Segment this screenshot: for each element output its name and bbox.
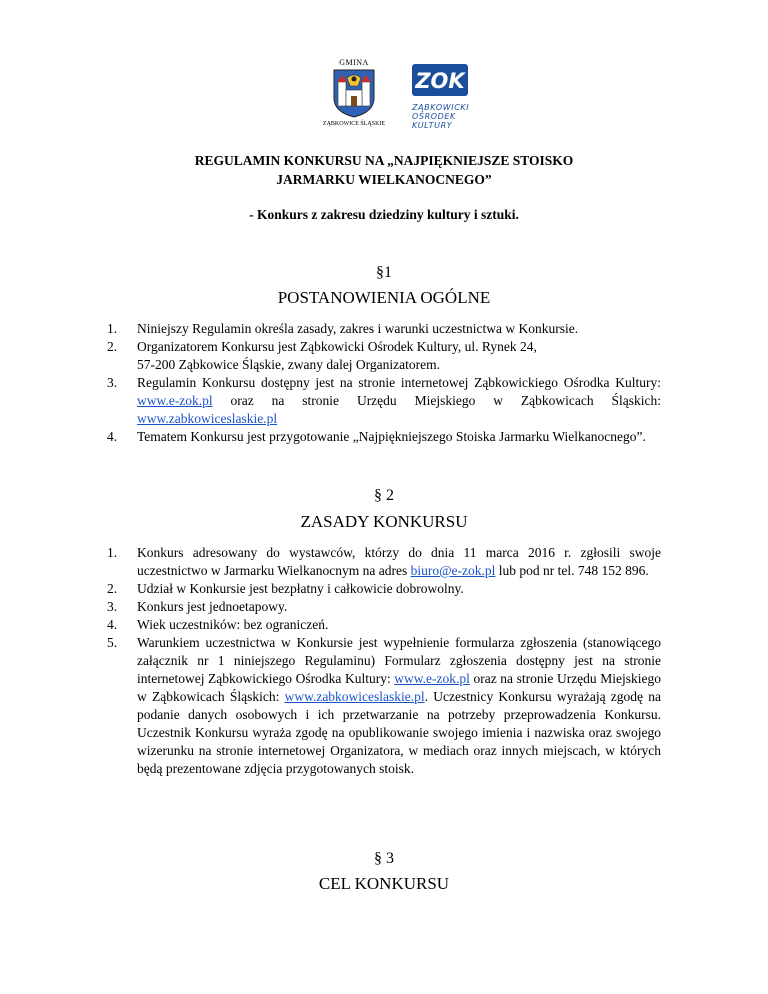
list-item: 2. Organizatorem Konkursu jest Ząbkowicki Ośrodek Kultury, ul. Rynek 24, 57-200 Ząbkowice Śląskie, zwany dalej Organizatorem. [107,339,537,372]
title-line-2: JARMARKU WIELKANOCNEGO” [276,172,492,187]
list-item: 1. Konkurs adresowany do wystawców, którzy do dnia 11 marca 2016 r. zgłosili swoje uczestnictwo w Jarmarku Wielkanocnym na adres biuro@e-zok.pl lub pod nr tel. 748 152 896. [107,545,661,578]
section-1-heading: POSTANOWIENIA OGÓLNE [277,288,491,307]
section-1-number: §1 [376,264,392,281]
section-3-heading: CEL KONKURSU [318,874,450,893]
list-item: 3. Konkurs jest jednoetapowy. [107,599,288,614]
title-line-1: REGULAMIN KONKURSU NA „NAJPIĘKNIEJSZE STOISKO [194,153,574,168]
link-e-zok[interactable]: www.e-zok.pl [137,393,213,408]
list-item: 3. Regulamin Konkursu dostępny jest na stronie internetowej Ząbkowickiego Ośrodka Kultury: www.e-zok.pl oraz na stronie Urzędu Miejskiego w Ząbkowicach Śląskich: www.zabkowiceslaskie.pl [107,375,661,426]
section-2-list [107,544,661,778]
section-2-heading: ZASADY KONKURSU [300,512,468,531]
list-item: 4. Wiek uczestników: bez ograniczeń. [107,617,329,632]
zok-line-1: ZĄBKOWICKI [412,103,470,112]
gmina-logo [318,58,390,128]
link-zabkowiceslaskie[interactable]: www.zabkowiceslaskie.pl [284,689,425,704]
list-item: 4. Tematem Konkursu jest przygotowanie „Najpiękniejszego Stoiska Jarmarku Wielkanocnego”. [107,429,646,444]
zok-logo [412,64,480,130]
link-e-zok[interactable]: www.e-zok.pl [394,671,470,686]
section-1-list [107,320,661,446]
coat-of-arms-icon [332,68,376,118]
document-title [0,151,768,189]
section-3-number: § 3 [374,850,394,867]
list-item: 2. Udział w Konkursie jest bezpłatny i całkowicie dobrowolny. [107,581,464,596]
list-item: 5. Warunkiem uczestnictwa w Konkursie jest wypełnienie formularza zgłoszenia (stanowiącego załącznik nr 1 niniejszego Regulaminu) Formularz zgłoszenia dostępny jest na stronie internetowej Ząbkowickiego Ośrodka Kultury: www.e-zok.pl oraz na stronie Urzędu Miejskiego w Ząbkowicach Śląskich: www.zabkowiceslaskie.pl. Uczestnicy Konkursu wyrażają zgodę na podanie danych osobowych i ich przetwarzanie na potrzeby przeprowadzenia Konkursu. Uczestnik Konkursu wyraża zgodę na opublikowanie swojego imienia i nazwiska oraz swojego wizerunku na stronie internetowej Organizatora, w mediach oraz innych miejscach, w których będą prezentowane zdjęcia przygotowanych stoisk. [107,635,662,776]
link-zabkowiceslaskie[interactable]: www.zabkowiceslaskie.pl [137,411,278,426]
zok-logo-icon [412,64,468,96]
gmina-label: GMINA [339,58,369,67]
zok-line-2: OŚRODEK [412,112,456,121]
header-logos [0,58,768,138]
gmina-name: ZĄBKOWICE ŚLĄSKIE [322,121,386,127]
section-2-number: § 2 [374,487,394,504]
document-subtitle: - Konkurs z zakresu dziedziny kultury i sztuki. [249,207,519,222]
zok-mark: ZOK [415,69,465,93]
email-link[interactable]: biuro@e-zok.pl [410,563,496,578]
list-item: 1. Niniejszy Regulamin określa zasady, zakres i warunki uczestnictwa w Konkursie. [107,321,579,336]
zok-line-3: KULTURY [412,121,453,130]
